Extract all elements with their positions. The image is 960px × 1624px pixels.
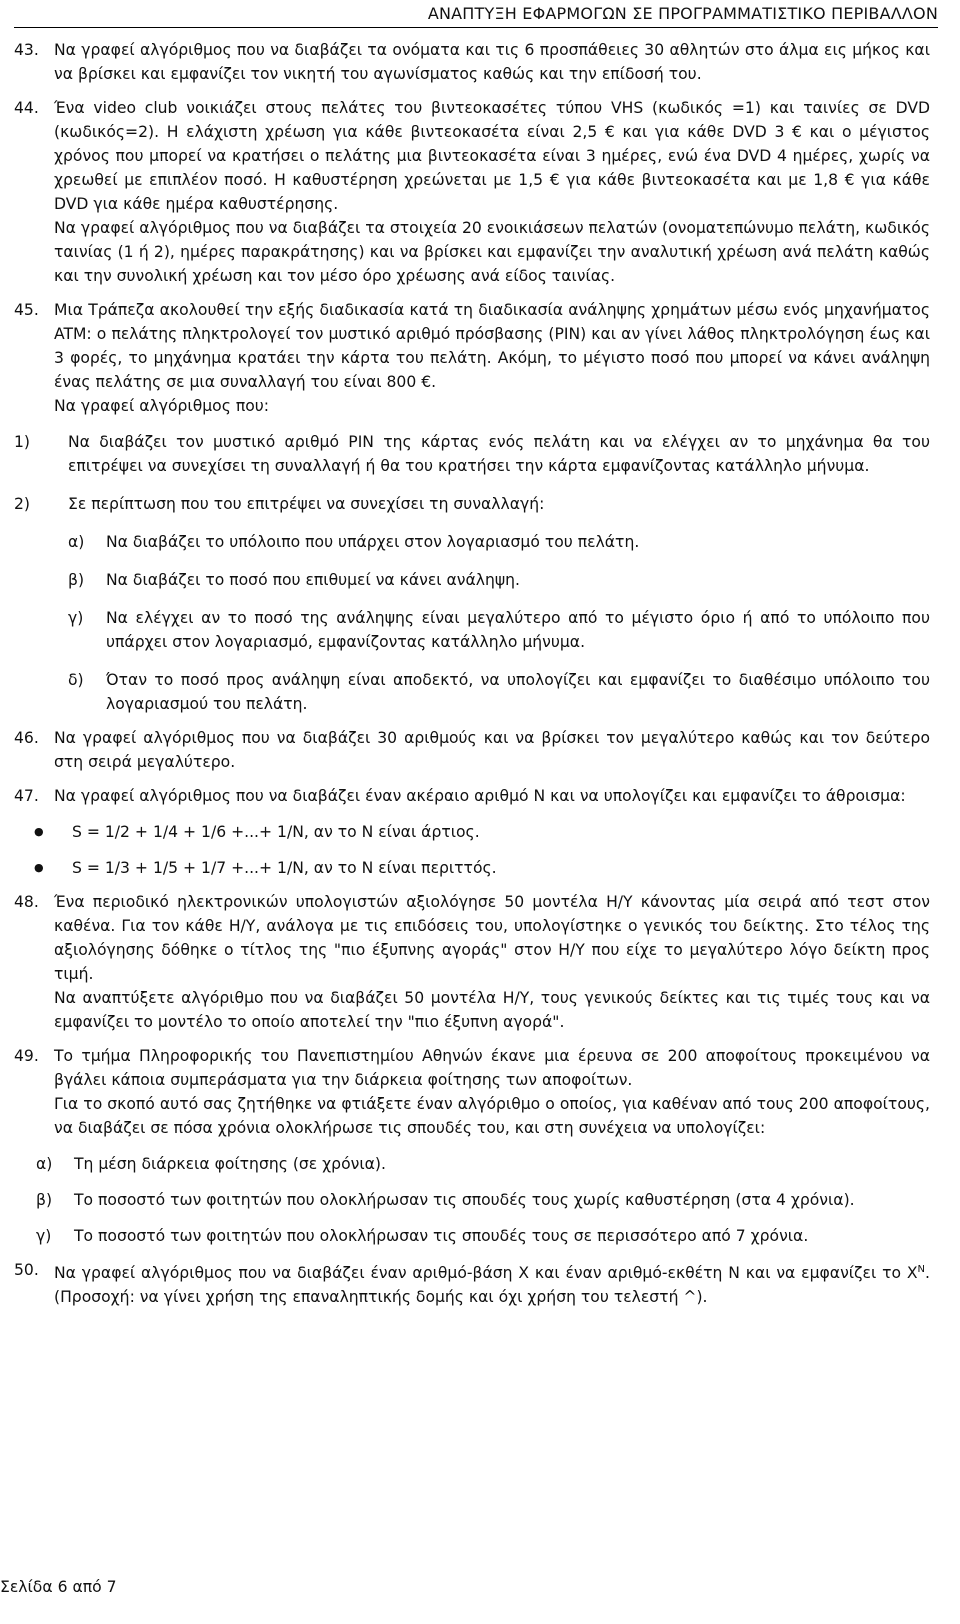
exercise-paragraph: Να γραφεί αλγόριθμος που:: [54, 397, 270, 415]
sub-item: [68, 530, 930, 554]
bullet-text: S = 1/3 + 1/5 + 1/7 +...+ 1/Ν, αν το Ν είναι περιττός.: [72, 859, 497, 877]
exercise-text: Να γραφεί αλγόριθμος που να διαβάζει τα ονόματα και τις 6 προσπάθειες 30 αθλητών στο άλμα εις μήκος και να βρίσκει και εμφανίζει τον νικητή του αγωνίσματος καθώς και την επίδοσή του.: [54, 41, 930, 83]
exponent: Ν: [917, 1264, 926, 1275]
page-number: Σελίδα 6 από 7: [0, 1578, 117, 1596]
sub-item-text: Να διαβάζει το υπόλοιπο που υπάρχει στον λογαριασμό του πελάτη.: [106, 533, 640, 551]
exercise-number: 43.: [14, 41, 39, 59]
sub-item: [68, 606, 930, 654]
exercise-number: 46.: [14, 729, 39, 747]
list-item: [14, 430, 930, 478]
item-text: Σε περίπτωση που του επιτρέψει να συνεχίσει τη συναλλαγή:: [68, 495, 545, 513]
sub-item-label: α): [68, 533, 85, 551]
exercise-47: [14, 784, 930, 808]
exercise-50: [14, 1258, 930, 1309]
list-item: [36, 1152, 930, 1176]
exercise-46: [14, 726, 930, 774]
exercise-paragraph: Μια Τράπεζα ακολουθεί την εξής διαδικασία κατά τη διαδικασία ανάληψης χρημάτων μέσω ενός μηχανήματος ATM: ο πελάτης πληκτρολογεί τον μυστικό αριθμό πρόσβασης (PIN) και αν γίνει λάθος πληκτρολόγηση έως και 3 φορές, το μηχάνημα κρατάει την κάρτα του πελάτη. Ακόμη, το μέγιστο ποσό που μπορεί να κάνει ανάληψη ένας πελάτης σε μια συναλλαγή του είναι 800 €.: [54, 301, 930, 391]
exercise-text: [54, 1258, 930, 1309]
exercise-paragraph: Για το σκοπό αυτό σας ζητήθηκε να φτιάξετε έναν αλγόριθμο ο οποίος, για καθέναν από τους 200 αποφοίτους, να διαβάζει σε πόσα χρόνια ολοκλήρωσε τις σπουδές του, και στη συνέχεια να υπολογίζει:: [54, 1095, 930, 1137]
exercise-number: 45.: [14, 301, 39, 319]
item-label: α): [36, 1155, 53, 1173]
item-text: Τη μέση διάρκεια φοίτησης (σε χρόνια).: [74, 1155, 386, 1173]
exercise-text: Να γραφεί αλγόριθμος που να διαβάζει 30 αριθμούς και να βρίσκει τον μεγαλύτερο καθώς και τον δεύτερο στη σειρά μεγαλύτερο.: [54, 729, 930, 771]
exercise-paragraph: Το τμήμα Πληροφορικής του Πανεπιστημίου Αθηνών έκανε μια έρευνα σε 200 αποφοίτους προκειμένου να βγάλει κάποια συμπεράσματα για την διάρκεια φοίτησης των αποφοίτων.: [54, 1047, 930, 1089]
item-text: Το ποσοστό των φοιτητών που ολοκλήρωσαν τις σπουδές τους σε περισσότερο από 7 χρόνια.: [74, 1227, 809, 1245]
exercise-list: [14, 38, 930, 1309]
exercise-text-pre: Να γραφεί αλγόριθμος που να διαβάζει έναν αριθμό-βάση Χ και έναν αριθμό-εκθέτη Ν και να εμφανίζει το Χ: [54, 1264, 918, 1283]
exercise-number: 47.: [14, 787, 39, 805]
exercise-paragraph: Ένα video club νοικιάζει στους πελάτες του βιντεοκασέτες τύπου VHS (κωδικός =1) και ταινίες σε DVD (κωδικός=2). Η ελάχιστη χρέωση για κάθε βιντεοκασέτα είναι 2,5 € και για κάθε DVD 3 € και ο μέγιστος χρόνος που μπορεί να κρατήσει ο πελάτης μια βιντεοκασέτα είναι 3 ημέρες, ενώ ένα DVD 4 ημέρες, χωρίς να χρεωθεί με επιπλέον ποσό. Η καθυστέρηση χρεώνεται με 1,5 € για κάθε βιντεοκασέτα και με 1,8 € για κάθε DVD για κάθε ημέρα καθυστέρησης.: [54, 99, 930, 213]
exercise-44: [14, 96, 930, 288]
list-item: [36, 1188, 930, 1212]
item-text: Να διαβάζει τον μυστικό αριθμό PIN της κάρτας ενός πελάτη και να ελέγχει αν το μηχάνημα θα του επιτρέψει να συνεχίσει τη συναλλαγή ή θα του κρατήσει την κάρτα εμφανίζοντας κατάλληλο μήνυμα.: [68, 433, 930, 475]
bullet-text: S = 1/2 + 1/4 + 1/6 +...+ 1/Ν, αν το Ν είναι άρτιος.: [72, 823, 480, 841]
exercise-45: [14, 298, 930, 418]
header-rule: [14, 27, 938, 28]
exercise-text-post: . (Προσοχή: να γίνει χρήση της επαναληπτικής δομής και όχι χρήση του τελεστή ^).: [54, 1264, 930, 1307]
exercise-48: [14, 890, 930, 1034]
sub-item: [68, 568, 930, 592]
exercise-43: [14, 38, 930, 86]
sub-item-text: Να ελέγχει αν το ποσό της ανάληψης είναι μεγαλύτερο από το μέγιστο όριο ή από το υπόλοιπο που υπάρχει στον λογαριασμό, εμφανίζοντας κατάλληλο μήνυμα.: [106, 609, 930, 651]
bullet-icon: ●: [34, 861, 44, 874]
exercise-number: 50.: [14, 1261, 39, 1279]
item-text: Το ποσοστό των φοιτητών που ολοκλήρωσαν τις σπουδές τους χωρίς καθυστέρηση (στα 4 χρόνια).: [74, 1191, 855, 1209]
exercise-paragraph: Να γραφεί αλγόριθμος που να διαβάζει τα στοιχεία 20 ενοικιάσεων πελατών (ονοματεπώνυμο πελάτη, κωδικός ταινίας (1 ή 2), ημέρες παρακράτησης) και να βρίσκει και εμφανίζει την αναλυτική χρέωση ανά πελάτη καθώς και την συνολική χρέωση και τον μέσο όρο χρέωσης ανά είδος ταινίας.: [54, 219, 930, 285]
bullet-item: [32, 820, 930, 844]
list-item: [36, 1224, 930, 1248]
exercise-text: Να γραφεί αλγόριθμος που να διαβάζει έναν ακέραιο αριθμό Ν και να υπολογίζει και εμφανίζει το άθροισμα:: [54, 787, 906, 805]
exercise-number: 44.: [14, 99, 39, 117]
exercise-49: [14, 1044, 930, 1140]
exercise-number: 48.: [14, 893, 39, 911]
bullet-item: [32, 856, 930, 880]
sub-item-label: δ): [68, 671, 84, 689]
exercise-paragraph: Να αναπτύξετε αλγόριθμο που να διαβάζει 50 μοντέλα Η/Υ, τους γενικούς δείκτες και τις τιμές τους και να εμφανίζει το μοντέλο το οποίο αποτελεί την "πιο έξυπνη αγορά".: [54, 989, 930, 1031]
page-header-title: ΑΝΑΠΤΥΞΗ ΕΦΑΡΜΟΓΩΝ ΣΕ ΠΡΟΓΡΑΜΜΑΤΙΣΤΙΚΟ ΠΕΡΙΒΑΛΛΟΝ: [427, 4, 938, 23]
item-label: γ): [36, 1227, 52, 1245]
list-item: [14, 492, 930, 516]
sub-item-label: β): [68, 571, 85, 589]
item-label: 2): [14, 495, 31, 513]
sub-item-text: Να διαβάζει το ποσό που επιθυμεί να κάνει ανάληψη.: [106, 571, 521, 589]
exercise-number: 49.: [14, 1047, 39, 1065]
sub-item: [68, 668, 930, 716]
exercise-paragraph: Ένα περιοδικό ηλεκτρονικών υπολογιστών αξιολόγησε 50 μοντέλα Η/Υ κάνοντας μία σειρά από τεστ στον καθένα. Για τον κάθε Η/Υ, ανάλογα με τις επιδόσεις του, υπολογίστηκε ο γενικός του δείκτης. Στο τέλος της αξιολόγησης δόθηκε ο τίτλος της "πιο έξυπνης αγοράς" στον Η/Υ που είχε το μεγαλύτερο λόγο δείκτη προς τιμή.: [54, 893, 930, 983]
item-label: 1): [14, 433, 31, 451]
sub-item-text: Όταν το ποσό προς ανάληψη είναι αποδεκτό, να υπολογίζει και εμφανίζει το διαθέσιμο υπόλοιπο του λογαριασμού του πελάτη.: [106, 671, 930, 713]
bullet-icon: ●: [34, 825, 44, 838]
item-label: β): [36, 1191, 53, 1209]
sub-item-label: γ): [68, 609, 84, 627]
